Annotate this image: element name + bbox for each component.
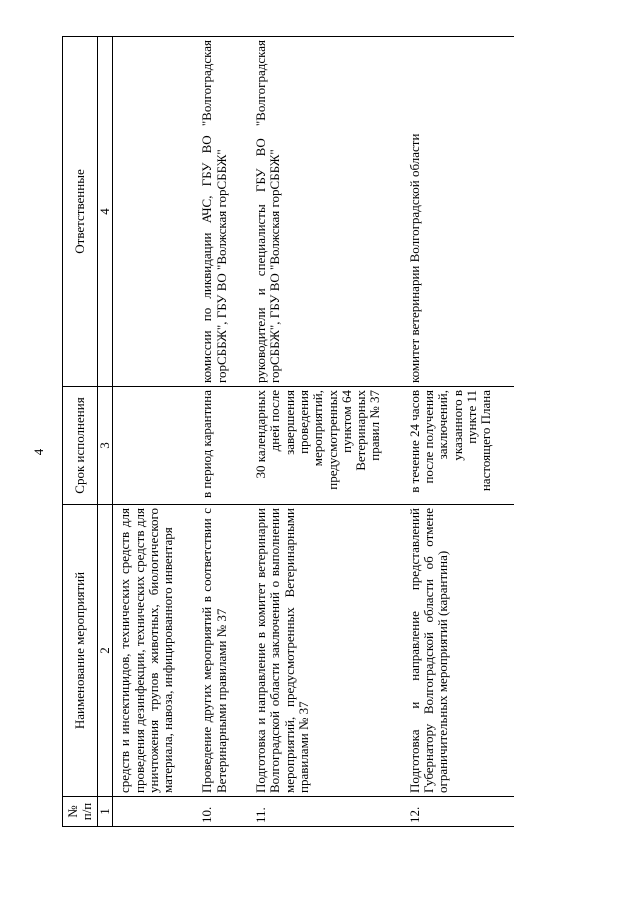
table-header-row <box>63 37 98 827</box>
measure-name: Подготовка и направление в комитет ветеринарии Волгоградской области заключений о выполнении мероприятий, предусмотренных Ветеринарными правилами № 37 <box>249 505 403 797</box>
column-number-row <box>98 37 113 827</box>
header-deadline: Срок исполнения <box>63 387 98 505</box>
table-row <box>113 37 196 827</box>
column-number: 1 <box>98 797 113 827</box>
deadline: в течение 24 часов после получения заключений, указанного в пункте 11 настоящего Плана <box>403 387 514 505</box>
column-number: 4 <box>98 37 113 387</box>
responsible: комиссии по ликвидации АЧС, ГБУ ВО "Волгоградская горСББЖ", ГБУ ВО "Волжская горСББЖ" <box>195 37 249 387</box>
row-number: 10. <box>195 797 249 827</box>
rotated-table-container <box>62 37 563 827</box>
row-number <box>113 797 196 827</box>
page-number: 4 <box>31 448 46 456</box>
row-number: 12. <box>403 797 514 827</box>
row-number: 11. <box>249 797 403 827</box>
responsible <box>113 37 196 387</box>
header-responsible: Ответственные <box>63 37 98 387</box>
deadline <box>113 387 196 505</box>
deadline: в период карантина <box>195 387 249 505</box>
header-number: № п/п <box>63 797 98 827</box>
measure-name: средств и инсектицидов, технических средств для проведения дезинфекции, технических средств для уничтожения трупов животных, биологического материала, навоза, инфицированного инвентаря <box>113 505 196 797</box>
column-number: 2 <box>98 505 113 797</box>
measures-table <box>62 36 514 827</box>
header-measure-name: Наименование мероприятий <box>63 505 98 797</box>
column-number: 3 <box>98 387 113 505</box>
responsible: комитет ветеринарии Волгоградской области <box>403 37 514 387</box>
table-row <box>249 37 403 827</box>
measure-name: Подготовка и направление представлений Губернатору Волгоградской области об отмене ограничительных мероприятий (карантина) <box>403 505 514 797</box>
measure-name: Проведение других мероприятий в соответствии с Ветеринарными правилами № 37 <box>195 505 249 797</box>
table-row <box>195 37 249 827</box>
table-row <box>403 37 514 827</box>
deadline: 30 календарных дней после завершения проведения мероприятий, предусмотренных пунктом 64 Ветеринарных правил № 37 <box>249 387 403 505</box>
responsible: руководители и специалисты ГБУ ВО "Волгоградская горСББЖ", ГБУ ВО "Волжская горСББЖ" <box>249 37 403 387</box>
